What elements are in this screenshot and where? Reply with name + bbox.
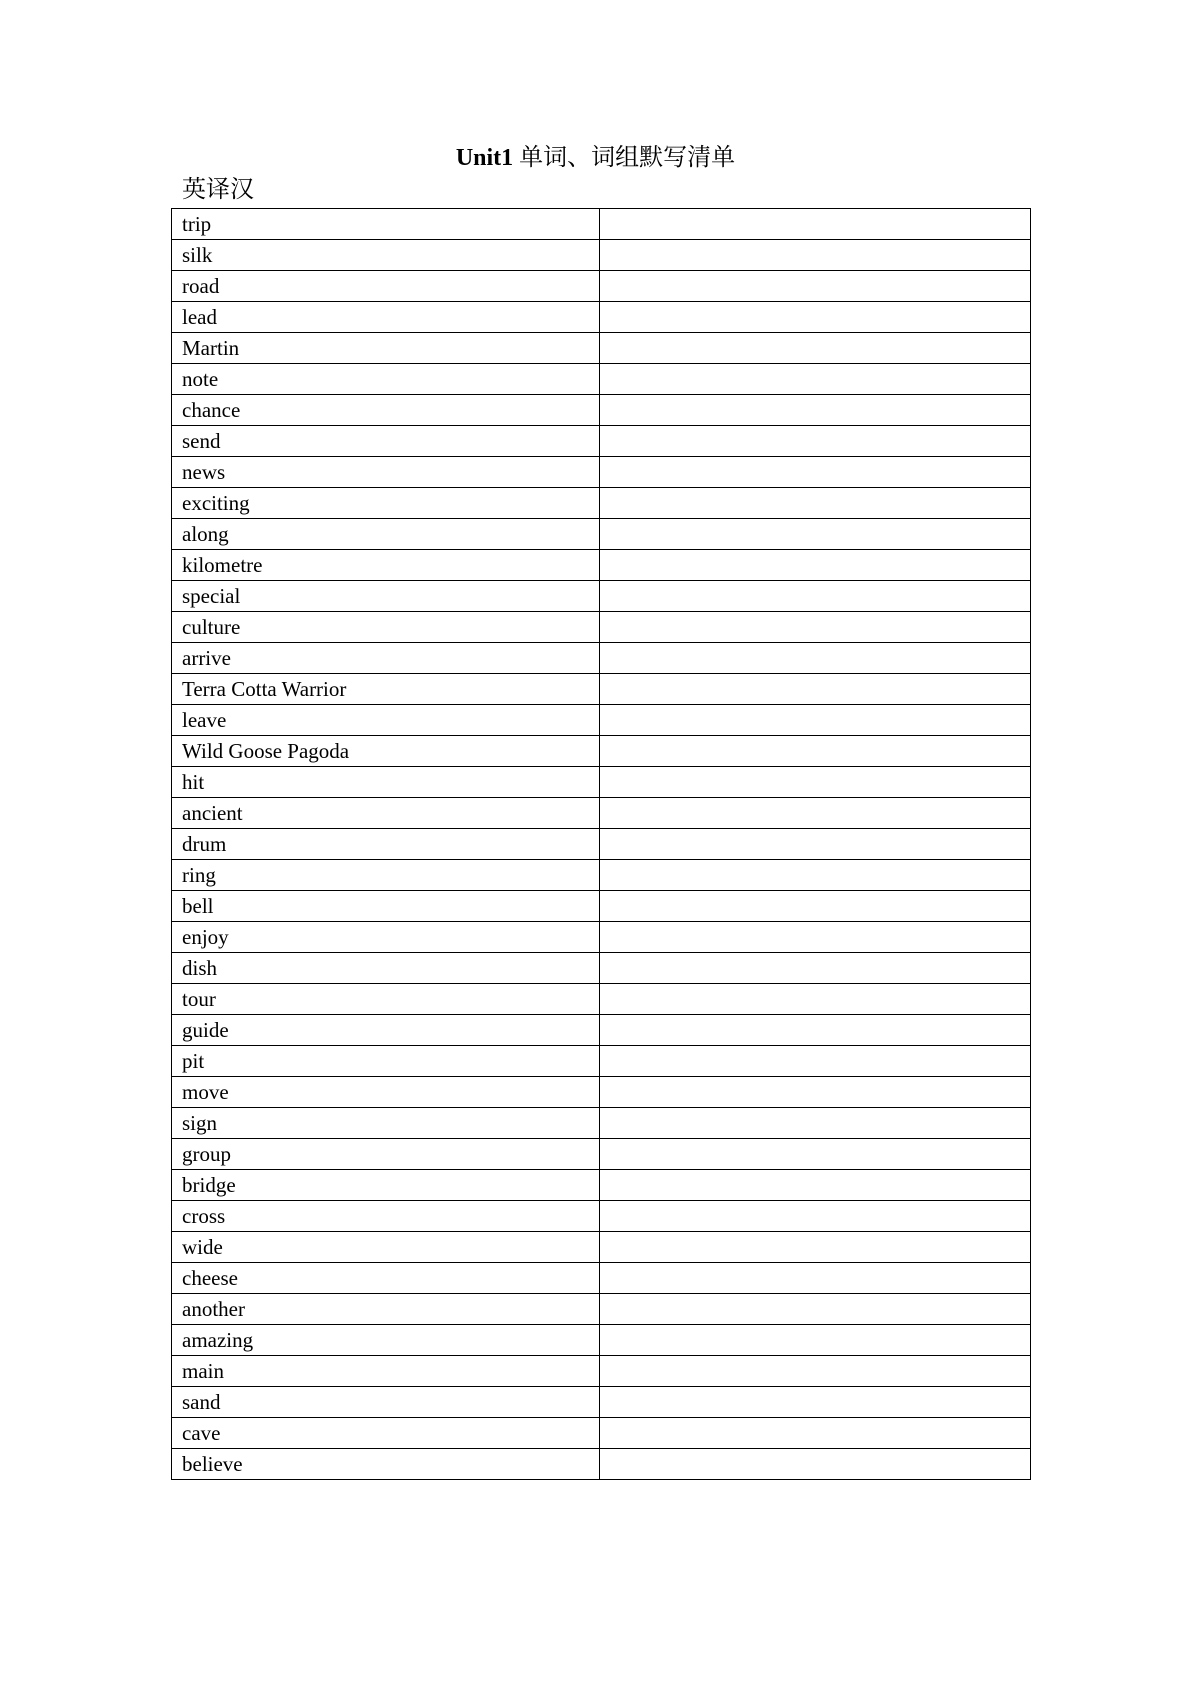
table-row <box>172 736 1031 767</box>
translation-answer-cell[interactable] <box>600 1325 1031 1356</box>
english-word-cell: move <box>172 1077 600 1108</box>
translation-answer-cell[interactable] <box>600 1263 1031 1294</box>
table-row <box>172 705 1031 736</box>
english-word-cell: ancient <box>172 798 600 829</box>
translation-answer-cell[interactable] <box>600 736 1031 767</box>
table-row <box>172 457 1031 488</box>
english-word-cell: chance <box>172 395 600 426</box>
translation-answer-cell[interactable] <box>600 891 1031 922</box>
english-word-cell: bell <box>172 891 600 922</box>
table-row <box>172 674 1031 705</box>
table-row <box>172 1232 1031 1263</box>
english-word-cell: group <box>172 1139 600 1170</box>
english-word-cell: dish <box>172 953 600 984</box>
table-row <box>172 1046 1031 1077</box>
english-word-cell: silk <box>172 240 600 271</box>
english-word-cell: Martin <box>172 333 600 364</box>
translation-answer-cell[interactable] <box>600 302 1031 333</box>
table-row <box>172 209 1031 240</box>
english-word-cell: cave <box>172 1418 600 1449</box>
table-row <box>172 240 1031 271</box>
table-row <box>172 1077 1031 1108</box>
english-word-cell: amazing <box>172 1325 600 1356</box>
table-row <box>172 426 1031 457</box>
table-row <box>172 1015 1031 1046</box>
translation-answer-cell[interactable] <box>600 1077 1031 1108</box>
english-word-cell: another <box>172 1294 600 1325</box>
table-row <box>172 1325 1031 1356</box>
title-text: 单词、词组默写清单 <box>513 145 736 171</box>
translation-answer-cell[interactable] <box>600 860 1031 891</box>
table-row <box>172 891 1031 922</box>
english-word-cell: special <box>172 581 600 612</box>
page-title <box>0 142 1191 174</box>
table-row <box>172 1294 1031 1325</box>
table-row <box>172 581 1031 612</box>
english-word-cell: Terra Cotta Warrior <box>172 674 600 705</box>
table-row <box>172 643 1031 674</box>
table-row <box>172 767 1031 798</box>
translation-answer-cell[interactable] <box>600 1387 1031 1418</box>
english-word-cell: leave <box>172 705 600 736</box>
english-word-cell: kilometre <box>172 550 600 581</box>
table-row <box>172 519 1031 550</box>
english-word-cell: drum <box>172 829 600 860</box>
translation-answer-cell[interactable] <box>600 1418 1031 1449</box>
table-row <box>172 1356 1031 1387</box>
vocab-table-body <box>172 209 1031 1480</box>
english-word-cell: ring <box>172 860 600 891</box>
english-word-cell: send <box>172 426 600 457</box>
english-word-cell: along <box>172 519 600 550</box>
translation-answer-cell[interactable] <box>600 240 1031 271</box>
table-row <box>172 798 1031 829</box>
translation-answer-cell[interactable] <box>600 1015 1031 1046</box>
table-row <box>172 922 1031 953</box>
table-row <box>172 395 1031 426</box>
table-row <box>172 829 1031 860</box>
table-row <box>172 271 1031 302</box>
english-word-cell: hit <box>172 767 600 798</box>
vocab-table <box>171 208 1031 1480</box>
translation-answer-cell[interactable] <box>600 519 1031 550</box>
translation-answer-cell[interactable] <box>600 271 1031 302</box>
translation-answer-cell[interactable] <box>600 1294 1031 1325</box>
english-word-cell: road <box>172 271 600 302</box>
english-word-cell: cross <box>172 1201 600 1232</box>
table-row <box>172 1418 1031 1449</box>
translation-answer-cell[interactable] <box>600 426 1031 457</box>
translation-answer-cell[interactable] <box>600 488 1031 519</box>
english-word-cell: cheese <box>172 1263 600 1294</box>
translation-answer-cell[interactable] <box>600 705 1031 736</box>
translation-answer-cell[interactable] <box>600 1108 1031 1139</box>
translation-answer-cell[interactable] <box>600 364 1031 395</box>
table-row <box>172 1108 1031 1139</box>
english-word-cell: guide <box>172 1015 600 1046</box>
translation-answer-cell[interactable] <box>600 829 1031 860</box>
translation-answer-cell[interactable] <box>600 1356 1031 1387</box>
table-row <box>172 488 1031 519</box>
translation-answer-cell[interactable] <box>600 581 1031 612</box>
table-row <box>172 1449 1031 1480</box>
table-row <box>172 953 1031 984</box>
english-word-cell: pit <box>172 1046 600 1077</box>
translation-answer-cell[interactable] <box>600 1232 1031 1263</box>
translation-answer-cell[interactable] <box>600 798 1031 829</box>
translation-answer-cell[interactable] <box>600 1449 1031 1480</box>
table-row <box>172 612 1031 643</box>
translation-answer-cell[interactable] <box>600 1170 1031 1201</box>
table-row <box>172 1263 1031 1294</box>
section-label: 英译汉 <box>182 177 254 203</box>
translation-answer-cell[interactable] <box>600 1201 1031 1232</box>
table-row <box>172 302 1031 333</box>
table-row <box>172 1139 1031 1170</box>
translation-answer-cell[interactable] <box>600 984 1031 1015</box>
english-word-cell: exciting <box>172 488 600 519</box>
english-word-cell: enjoy <box>172 922 600 953</box>
english-word-cell: trip <box>172 209 600 240</box>
table-row <box>172 364 1031 395</box>
english-word-cell: wide <box>172 1232 600 1263</box>
english-word-cell: bridge <box>172 1170 600 1201</box>
table-row <box>172 984 1031 1015</box>
english-word-cell: believe <box>172 1449 600 1480</box>
english-word-cell: arrive <box>172 643 600 674</box>
english-word-cell: main <box>172 1356 600 1387</box>
english-word-cell: sign <box>172 1108 600 1139</box>
translation-answer-cell[interactable] <box>600 767 1031 798</box>
title-unit: Unit1 <box>455 145 514 171</box>
translation-answer-cell[interactable] <box>600 209 1031 240</box>
translation-answer-cell[interactable] <box>600 1046 1031 1077</box>
translation-answer-cell[interactable] <box>600 395 1031 426</box>
table-row <box>172 1387 1031 1418</box>
english-word-cell: news <box>172 457 600 488</box>
translation-answer-cell[interactable] <box>600 953 1031 984</box>
table-row <box>172 1170 1031 1201</box>
translation-answer-cell[interactable] <box>600 643 1031 674</box>
table-row <box>172 860 1031 891</box>
translation-answer-cell[interactable] <box>600 550 1031 581</box>
table-row <box>172 1201 1031 1232</box>
english-word-cell: Wild Goose Pagoda <box>172 736 600 767</box>
translation-answer-cell[interactable] <box>600 1139 1031 1170</box>
translation-answer-cell[interactable] <box>600 457 1031 488</box>
english-word-cell: sand <box>172 1387 600 1418</box>
table-row <box>172 333 1031 364</box>
english-word-cell: culture <box>172 612 600 643</box>
translation-answer-cell[interactable] <box>600 674 1031 705</box>
english-word-cell: tour <box>172 984 600 1015</box>
table-row <box>172 550 1031 581</box>
translation-answer-cell[interactable] <box>600 612 1031 643</box>
english-word-cell: note <box>172 364 600 395</box>
translation-answer-cell[interactable] <box>600 922 1031 953</box>
english-word-cell: lead <box>172 302 600 333</box>
translation-answer-cell[interactable] <box>600 333 1031 364</box>
